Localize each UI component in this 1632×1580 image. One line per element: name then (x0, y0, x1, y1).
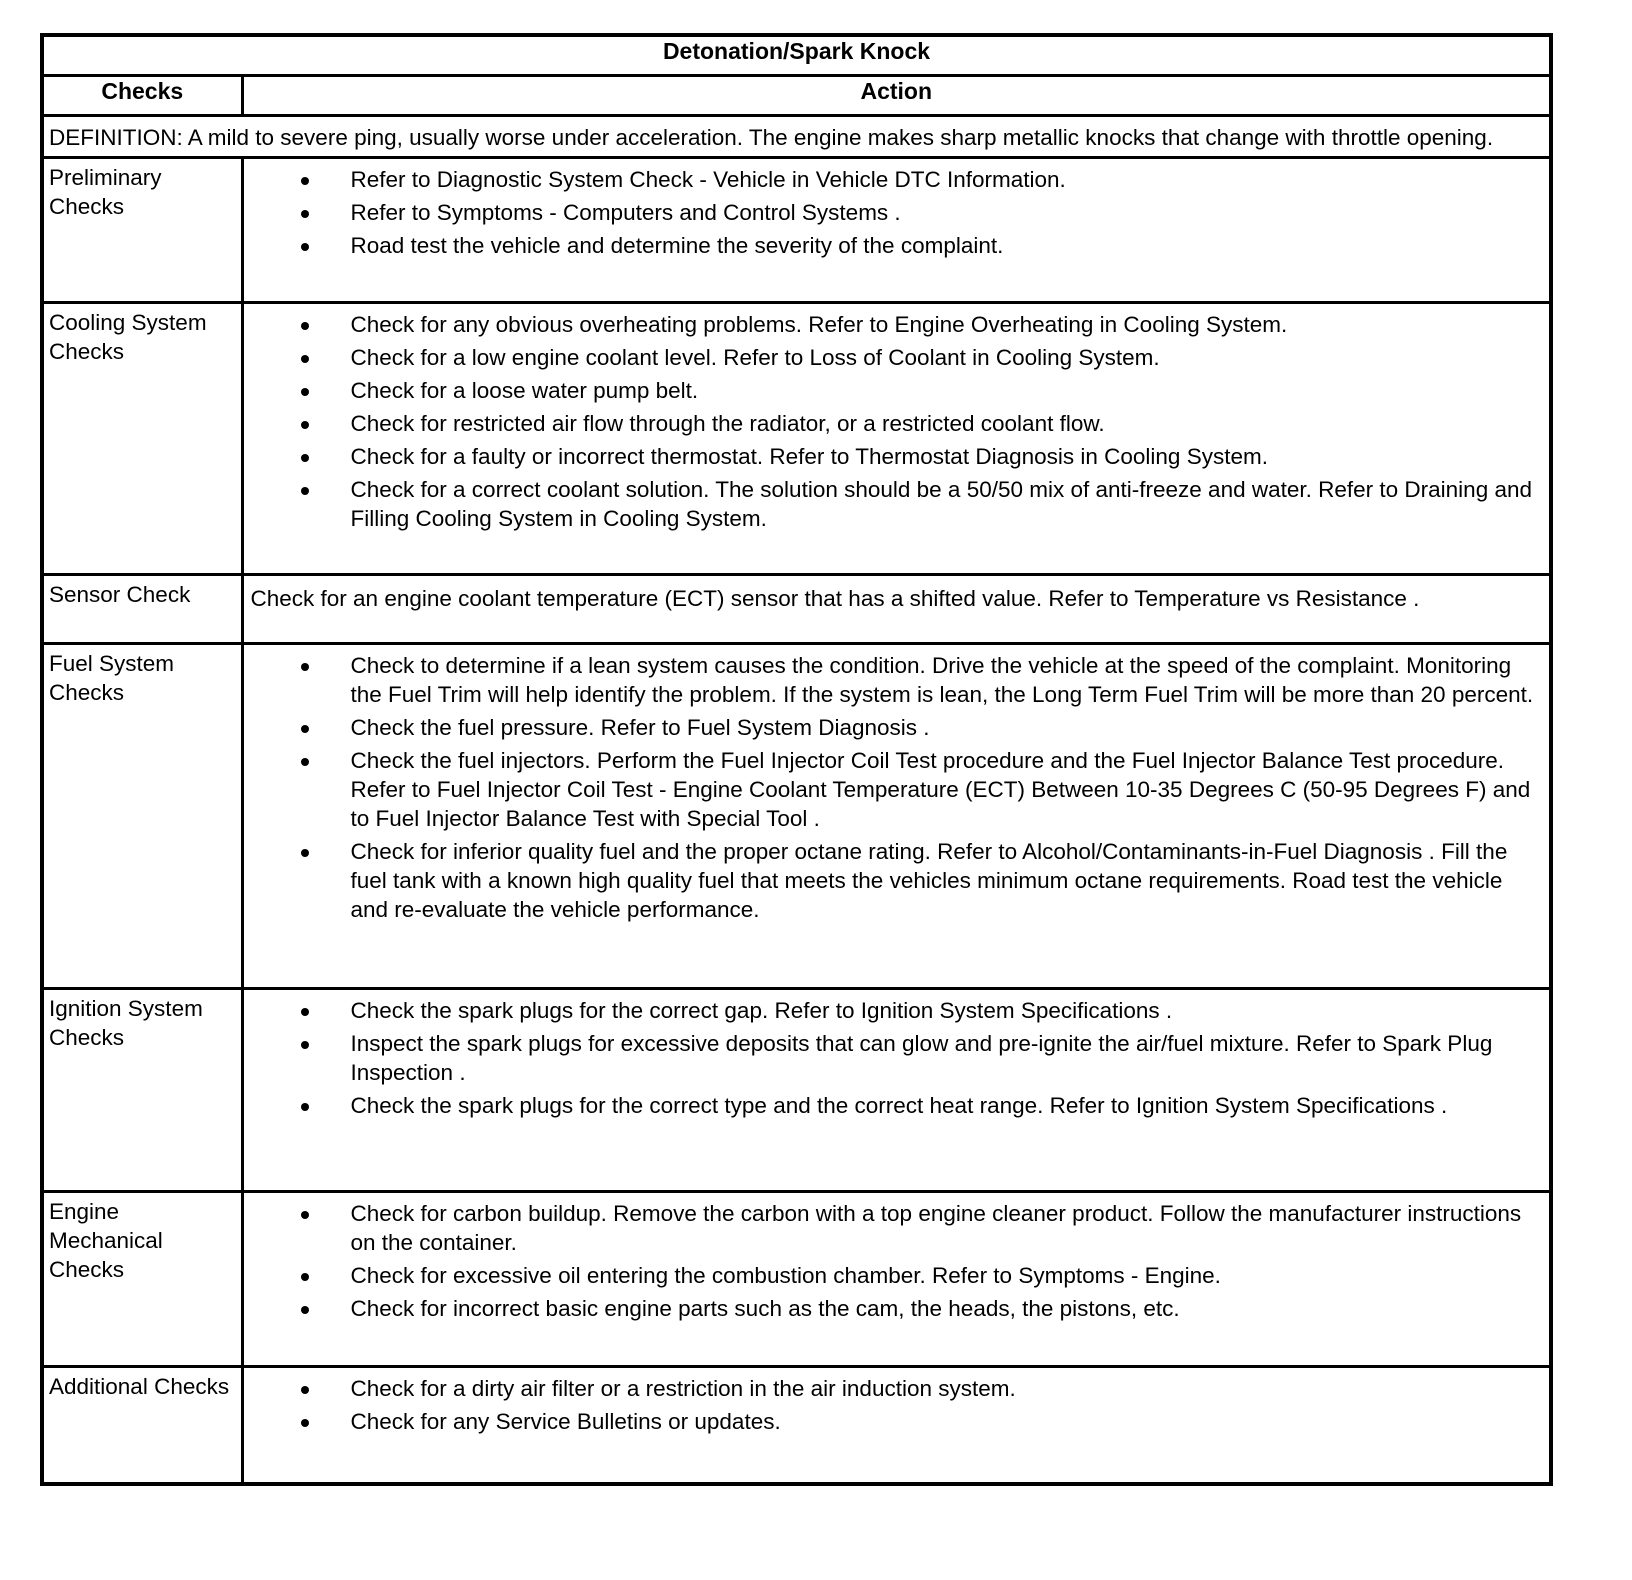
list-item (244, 713, 1540, 742)
bullet-icon (301, 454, 309, 462)
item-text: Check for incorrect basic engine parts such as the cam, the heads, the pistons, etc. (350, 1296, 1180, 1321)
list-item (244, 442, 1540, 471)
table-row (42, 644, 1551, 989)
diagnostic-table (40, 33, 1553, 1486)
table-row (42, 575, 1551, 644)
check-label: Fuel System Checks (42, 644, 242, 989)
bullet-icon (301, 1103, 309, 1111)
bullet-icon (301, 322, 309, 330)
bullet-icon (301, 355, 309, 363)
action-cell (242, 158, 1551, 303)
action-list (244, 1374, 1540, 1436)
bullet-icon (301, 210, 309, 218)
bullet-icon (301, 663, 309, 671)
action-list (244, 1199, 1540, 1323)
item-text: Check for a loose water pump belt. (350, 378, 699, 403)
item-text: Check for a low engine coolant level. Refer to Loss of Coolant in Cooling System. (350, 345, 1160, 370)
bullet-icon (301, 1306, 309, 1314)
action-cell (242, 989, 1551, 1192)
item-text: Check for restricted air flow through the radiator, or a restricted coolant flow. (350, 411, 1105, 436)
item-text: Check the fuel injectors. Perform the Fuel Injector Coil Test procedure and the Fuel Injector Balance Test procedure. Refer to Fuel Injector Coil Test - Engine Coolant Temperature (ECT) Between 10-35 Degrees C (50-95 Degrees F) and to Fuel Injector Balance Test with Special Tool . (350, 748, 1531, 831)
header-row (42, 76, 1551, 116)
list-item (244, 1294, 1540, 1323)
list-item (244, 746, 1540, 833)
item-text: Check for excessive oil entering the combustion chamber. Refer to Symptoms - Engine. (350, 1263, 1221, 1288)
list-item (244, 376, 1540, 405)
bullet-icon (301, 487, 309, 495)
bullet-icon (301, 1211, 309, 1219)
definition-text: DEFINITION: A mild to severe ping, usually worse under acceleration. The engine makes sharp metallic knocks that change with throttle opening. (42, 116, 1551, 158)
list-item (244, 1407, 1540, 1436)
list-item (244, 475, 1540, 533)
item-text: Check for a faulty or incorrect thermostat. Refer to Thermostat Diagnosis in Cooling System. (350, 444, 1268, 469)
bullet-icon (301, 758, 309, 766)
definition-row (42, 116, 1551, 158)
check-label: Additional Checks (42, 1367, 242, 1485)
list-item (244, 165, 1540, 194)
table-row (42, 989, 1551, 1192)
bullet-icon (301, 849, 309, 857)
list-item (244, 310, 1540, 339)
item-text: Check the fuel pressure. Refer to Fuel System Diagnosis . (350, 715, 930, 740)
bullet-icon (301, 388, 309, 396)
table-row (42, 1192, 1551, 1367)
item-text: Check the spark plugs for the correct gap. Refer to Ignition System Specifications . (350, 998, 1173, 1023)
bullet-icon (301, 243, 309, 251)
action-list (244, 310, 1540, 533)
list-item (244, 198, 1540, 227)
action-cell (242, 1192, 1551, 1367)
bullet-icon (301, 421, 309, 429)
item-text: Refer to Diagnostic System Check - Vehicle in Vehicle DTC Information. (350, 167, 1066, 192)
action-text: Check for an engine coolant temperature (ECT) sensor that has a shifted value. Refer to Temperature vs Resistance . (242, 575, 1551, 644)
bullet-icon (301, 1386, 309, 1394)
table-title: Detonation/Spark Knock (42, 35, 1551, 76)
checks-column-header: Checks (42, 76, 242, 116)
action-column-header: Action (242, 76, 1551, 116)
check-label: Engine Mechanical Checks (42, 1192, 242, 1367)
bullet-icon (301, 1273, 309, 1281)
check-label: Cooling System Checks (42, 303, 242, 575)
item-text: Check to determine if a lean system causes the condition. Drive the vehicle at the speed of the complaint. Monitoring the Fuel Trim will help identify the problem. If the system is lean, the Long Term Fuel Trim will be more than 20 percent. (350, 653, 1534, 707)
list-item (244, 1029, 1540, 1087)
action-list (244, 165, 1540, 260)
title-row (42, 35, 1551, 76)
item-text: Road test the vehicle and determine the severity of the complaint. (350, 233, 1004, 258)
bullet-icon (301, 1419, 309, 1427)
bullet-icon (301, 177, 309, 185)
item-text: Inspect the spark plugs for excessive deposits that can glow and pre-ignite the air/fuel mixture. Refer to Spark Plug Inspection . (350, 1031, 1493, 1085)
action-cell (242, 1367, 1551, 1485)
list-item (244, 837, 1540, 924)
item-text: Check for any Service Bulletins or updates. (350, 1409, 781, 1434)
item-text: Check for a correct coolant solution. The solution should be a 50/50 mix of anti-freeze and water. Refer to Draining and Filling Cooling System in Cooling System. (350, 477, 1533, 531)
action-list (244, 996, 1540, 1120)
item-text: Refer to Symptoms - Computers and Control Systems . (350, 200, 901, 225)
list-item (244, 1199, 1540, 1257)
action-list (244, 651, 1540, 924)
bullet-icon (301, 725, 309, 733)
item-text: Check for any obvious overheating problems. Refer to Engine Overheating in Cooling System. (350, 312, 1288, 337)
list-item (244, 651, 1540, 709)
list-item (244, 996, 1540, 1025)
list-item (244, 343, 1540, 372)
action-cell (242, 644, 1551, 989)
list-item (244, 1374, 1540, 1403)
list-item (244, 1091, 1540, 1120)
item-text: Check for inferior quality fuel and the proper octane rating. Refer to Alcohol/Contaminants-in-Fuel Diagnosis . Fill the fuel tank with a known high quality fuel that meets the vehicles minimum octane requirements. Road test the vehicle and re-evaluate the vehicle performance. (350, 839, 1508, 922)
table-row (42, 158, 1551, 303)
item-text: Check the spark plugs for the correct type and the correct heat range. Refer to Ignition System Specifications . (350, 1093, 1448, 1118)
list-item (244, 1261, 1540, 1290)
item-text: Check for carbon buildup. Remove the carbon with a top engine cleaner product. Follow the manufacturer instructions on the container. (350, 1201, 1522, 1255)
item-text: Check for a dirty air filter or a restriction in the air induction system. (350, 1376, 1016, 1401)
table-row (42, 303, 1551, 575)
action-cell (242, 303, 1551, 575)
check-label: Preliminary Checks (42, 158, 242, 303)
check-label: Sensor Check (42, 575, 242, 644)
bullet-icon (301, 1041, 309, 1049)
check-label: Ignition System Checks (42, 989, 242, 1192)
table-row (42, 1367, 1551, 1485)
list-item (244, 409, 1540, 438)
list-item (244, 231, 1540, 260)
bullet-icon (301, 1008, 309, 1016)
